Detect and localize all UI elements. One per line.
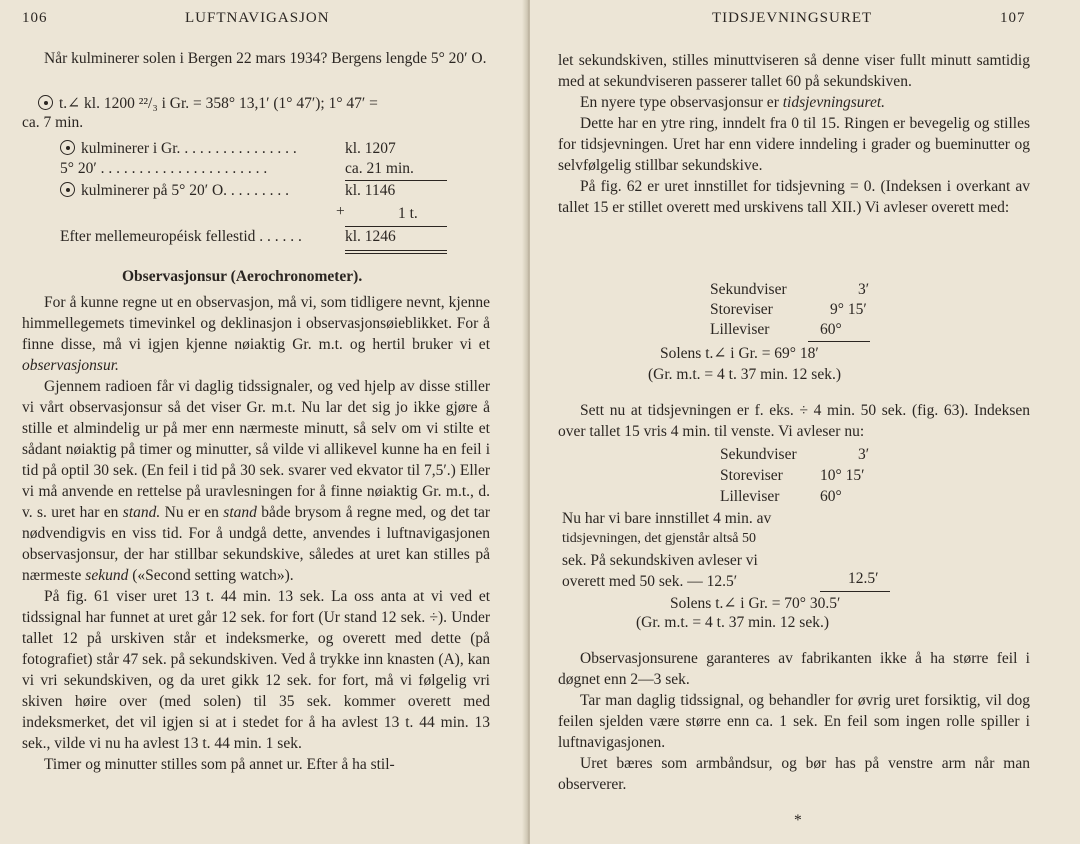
end-mark: * [794,812,802,829]
result-line: Solens t.∠ i Gr. = 70° 30.5′ [670,595,841,612]
calc-line-2: ca. 7 min. [22,114,84,131]
calc-value: ca. 21 min. [345,160,414,177]
calc-value: kl. 1146 [345,182,396,199]
calc-row: 5° 20′ . . . . . . . . . . . . . . . . . . . . . . [60,160,268,177]
reading-label: Lilleviser [720,488,780,505]
page-number-left: 106 [22,10,48,26]
reading-value: 3′ [858,281,870,298]
sun-symbol-icon [60,182,75,197]
reading-value: 60° [820,321,842,338]
reading-label: Sekundviser [720,446,797,463]
reading-label: Sekundviser [710,281,787,298]
paragraph: En nyere type observasjonsur er tidsjevningsuret. [580,94,886,111]
body-text-right-mid [558,400,1030,442]
paragraph: Observasjonsurene garanteres av fabrikanten ikke å ha større feil i døgnet enn 2—3 sek. [558,650,1030,688]
side-note-line: sek. På sekundskiven avleser vi [562,552,758,569]
side-note-line: tidsjevningen, det gjenstår altså 50 [562,531,757,546]
sum-rule [820,591,890,592]
sun-symbol-icon [60,140,75,155]
intro-paragraph: Når kulminerer solen i Bergen 22 mars 1934? Bergens lengde 5° 20′ O. [44,50,487,67]
section-heading: Observasjonsur (Aerochronometer). [122,268,363,285]
double-rule [345,250,447,251]
right-page [530,0,1080,844]
calc-row: Efter mellemeuropéisk fellestid . . . . . . [60,228,302,245]
paragraph: Dette har en ytre ring, inndelt fra 0 til 15. Ringen er bevegelig og stilles for tidsjevningen. Uret har enn videre inndeling i grader og bueminutter og selvfølgelig stillbar sekundskive. [558,115,1030,174]
calc-row: kulminerer på 5° 20′ O. . . . . . . . . [60,182,289,200]
body-text-right-bottom [558,648,1030,795]
result-line: (Gr. m.t. = 4 t. 37 min. 12 sek.) [648,366,842,383]
side-note-line: Nu har vi bare innstillet 4 min. av [562,510,772,527]
sun-symbol-icon [38,95,53,110]
side-note-line: overett med 50 sek. — 12.5′ [562,573,738,590]
result-line: (Gr. m.t. = 4 t. 37 min. 12 sek.) [636,614,830,631]
calc-value: kl. 1207 [345,140,396,157]
calc-value: 1 t. [398,205,418,222]
calc-line-1: t.∠ kl. 1200 ²²/₃ i Gr. = 358° 13,1′ (1° 47′); 1° 47′ = [38,94,378,113]
reading-label: Storeviser [720,467,783,484]
paragraph: Gjennem radioen får vi daglig tidssignaler, og ved hjelp av disse stiller vi vårt observasjonsur så det viser Gr. m.t. Nu lar det sig jo ikke gjøre å stille et almindelig ur på mer enn nærmeste minutt, så selv om vi stilte et sådant nøiaktig på timer og minutter, så vilde vi allikevel kunne ha en feil i tid på optil 30 sek. (En feil i tid på 30 sek. svarer ved ekvator til 7,5′.) Eller vi må anvende en rettelse på uravlesningen for å finne nøiaktig Gr. m.t., d. v. s. uret har en stand. Nu er en stand både brysom å regne med, og det tar nødvendigvis en viss tid. For å undgå dette, anvendes i luftnavigasjonen observasjonsur, der har stillbar sekundskive, således at uret kan stilles på nærmeste sekund («Second setting watch»). [22,378,491,584]
calc-row: kulminerer i Gr. . . . . . . . . . . . . . . . [60,140,297,158]
reading-value: 3′ [858,446,870,463]
side-note-value: 12.5′ [848,570,879,587]
plus-sign: + [336,203,345,220]
paragraph: Sett nu at tidsjevningen er f. eks. ÷ 4 min. 50 sek. (fig. 63). Indeksen over tallet 15 vris 4 min. til venste. Vi avleser nu: [558,402,1030,440]
paragraph: For å kunne regne ut en observasjon, må vi, som tidligere nevnt, kjenne himmellegemets timevinkel og deklinasjon i observasjonsøieblikket. For å finne disse, må vi igjen kjenne nøiaktig Gr. m.t. og hertil bruker vi et observasjonsur. [22,294,490,374]
body-text-left [22,292,490,775]
double-rule [345,253,447,254]
sum-rule [808,341,870,342]
paragraph: Uret bæres som armbåndsur, og bør has på venstre arm når man observerer. [558,755,1030,793]
running-head-left: LUFTNAVIGASJON [185,10,330,26]
running-head-right: TIDSJEVNINGSURET [712,10,873,26]
reading-label: Lilleviser [710,321,770,338]
paragraph: På fig. 61 viser uret 13 t. 44 min. 13 sek. La oss anta at vi ved et tidssignal har funnet at uret går 12 sek. for fort (Ur stand 12 sek. ÷). Under tallet 12 på urskiven står et indeksmerke, og overett med dette (på fotografiet) står 47 sek. på sekundskiven. Ved å trykke inn knasten (A), kan vi vri sekundskiven, og da uret gikk 12 sek. for fort, må vi følgelig vri skiven høire over (med solen) til 35 sek. kommer overett med indeksmerket, det vil igjen si at i stedet for å ha avlest 13 t. 44 min. 13 sek., vilde vi nu ha avlest 13 t. 44 min. 1 sek. [22,588,490,752]
reading-value: 10° 15′ [820,467,865,484]
reading-label: Storeviser [710,301,773,318]
result-line: Solens t.∠ i Gr. = 69° 18′ [660,345,819,362]
reading-value: 60° [820,488,842,505]
paragraph: På fig. 62 er uret innstillet for tidsjevning = 0. (Indeksen i overkant av tallet 15 er stillet overett med urskivens tall XII.) Vi avleser overett med: [558,178,1030,216]
left-page [0,0,526,844]
calc-value: kl. 1246 [345,228,396,245]
paragraph: Tar man daglig tidssignal, og behandler for øvrig uret forsiktig, vil dog feilen sjelden være større enn ca. 1 sek. En feil som ingen rolle spiller i luftnavigasjonen. [558,692,1030,751]
page-number-right: 107 [1000,10,1026,26]
body-text-right-top [558,50,1030,218]
paragraph: let sekundskiven, stilles minuttviseren så denne viser fullt minutt samtidig med at sekundviseren passerer tallet 60 på sekundskiven. [558,52,1030,90]
reading-value: 9° 15′ [830,301,867,318]
paragraph: Timer og minutter stilles som på annet ur. Efter å ha stil- [44,756,395,773]
sum-rule [345,180,447,181]
sum-rule [345,226,447,227]
